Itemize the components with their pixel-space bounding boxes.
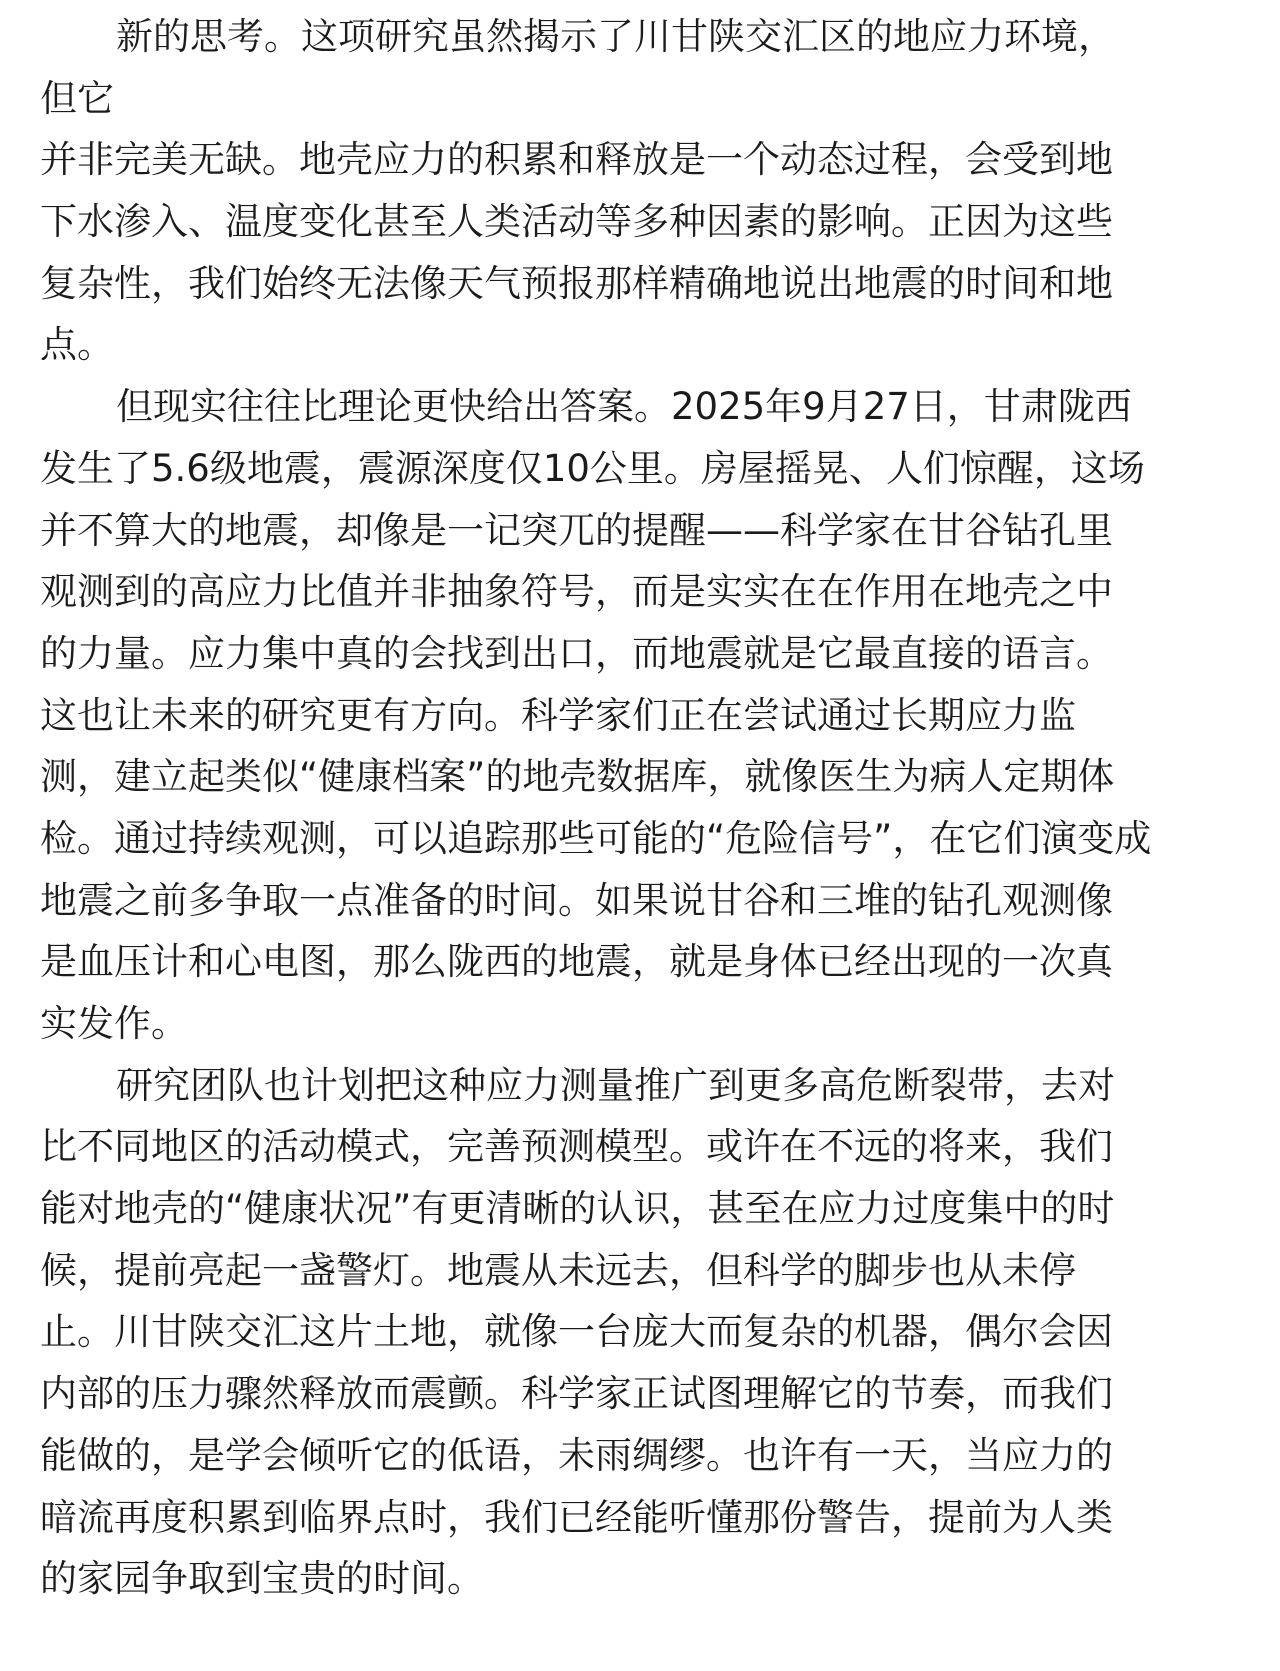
text-line: 但现实往往比理论更快给出答案。2025年9月27日，甘肃陇西 [116, 385, 1132, 429]
text-line: 并不算大的地震，却像是一记突兀的提醒——科学家在甘谷钻孔里 [40, 508, 1113, 552]
text-line: 并非完美无缺。地壳应力的积累和释放是一个动态过程，会受到地 [40, 138, 1113, 182]
text-line: 测，建立起类似“健康档案”的地壳数据库，就像医生为病人定期体 [40, 755, 1115, 799]
text-line: 内部的压力骤然释放而震颤。科学家正试图理解它的节奏，而我们 [40, 1372, 1113, 1416]
text-line: 止。川甘陕交汇这片土地，就像一台庞大而复杂的机器，偶尔会因 [40, 1310, 1113, 1354]
text-line: 能做的，是学会倾听它的低语，未雨绸缪。也许有一天，当应力的 [40, 1433, 1113, 1477]
text-line: 能对地壳的“健康状况”有更清晰的认识，甚至在应力过度集中的时 [40, 1187, 1115, 1231]
text-line: 下水渗入、温度变化甚至人类活动等多种因素的影响。正因为这些 [40, 200, 1113, 244]
text-line: 研究团队也计划把这种应力测量推广到更多高危断裂带，去对 [116, 1063, 1115, 1107]
text-line: 是血压计和心电图，那么陇西的地震，就是身体已经出现的一次真 [40, 940, 1113, 984]
text-line: 比不同地区的活动模式，完善预测模型。或许在不远的将来，我们 [40, 1125, 1113, 1169]
text-line: 观测到的高应力比值并非抽象符号，而是实实在在作用在地壳之中 [40, 570, 1113, 614]
text-line: 新的思考。这项研究虽然揭示了川甘陕交汇区的地应力环境， [116, 15, 1115, 58]
text-line: 的力量。应力集中真的会找到出口，而地震就是它最直接的语言。 [40, 631, 1113, 675]
text-line: 但它 [40, 76, 114, 120]
text-line: 检。通过持续观测，可以追踪那些可能的“危险信号”，在它们演变成 [40, 816, 1152, 860]
text-line: 暗流再度积累到临界点时，我们已经能听懂那份警告，提前为人类 [40, 1495, 1113, 1539]
text-line: 点。 [40, 323, 114, 367]
text-line: 地震之前多争取一点准备的时间。如果说甘谷和三堆的钻孔观测像 [40, 878, 1113, 922]
text-line: 发生了5.6级地震，震源深度仅10公里。房屋摇晃、人们惊醒，这场 [40, 446, 1145, 490]
text-line: 这也让未来的研究更有方向。科学家们正在尝试通过长期应力监 [40, 693, 1076, 737]
text-line: 的家园争取到宝贵的时间。 [40, 1557, 484, 1601]
text-line: 复杂性，我们始终无法像天气预报那样精确地说出地震的时间和地 [40, 261, 1113, 305]
text-line: 实发作。 [40, 1002, 188, 1045]
text-line: 候，提前亮起一盏警灯。地震从未远去，但科学的脚步也从未停 [40, 1248, 1076, 1292]
